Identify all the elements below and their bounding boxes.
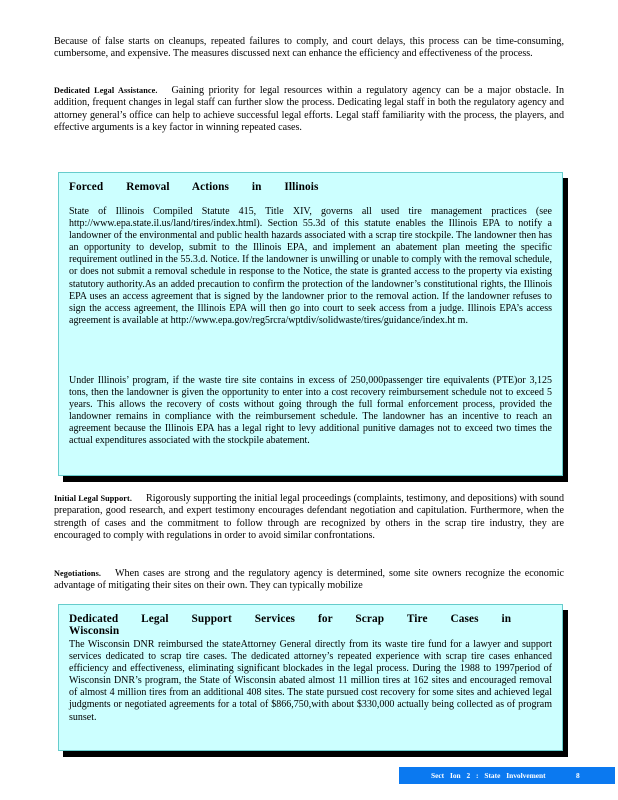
footer-section-label: Sect Ion 2 : State Involvement bbox=[431, 771, 546, 780]
wisconsin-callout-paragraph: The Wisconsin DNR reimbursed the stateAttorney General directly from its waste tire fund for a lawyer and support services dedicated to scrap tire cases. The dedicated attorney’s repeated experience with scrap tire cases enhanced efficiency and effectiveness, eliminating significant blockades in the legal process. During the 1988 to 1997period of Wisconsin DNR’s program, the State of Wisconsin abated almost 11 million tires at 162 sites and encouraged removal of almost 4 million tires from an additional 408 sites. The state pursued cost recovery for some sites and achieved legal judgments or negotiated agreements for a total of $866,750,with about $330,000 actually being collected as of program sunset. bbox=[69, 639, 552, 723]
negotiations-text: When cases are strong and the regulatory agency is determined, some site owners recognize the economic advantage of mitigating their sites on their own. They can typically mobilize bbox=[54, 568, 564, 592]
illinois-callout-paragraph-1: State of Illinois Compiled Statute 415, Title XIV, governs all used tire management practices (see http://www.epa.state.il.us/land/tires/index.html). Section 55.3d of this statute enables the Illinois EPA to notify a landowner of the environmental and public health hazards associated with a scrap tire stockpile. The landowner then has an opportunity to develop, submit to the Illinois EPA, and implement an abatement plan meeting the specific requirement outlined in the 55.3.d. Notice. If the landowner is unwilling or unable to comply with the removal schedule, or does not submit a removal schedule in response to the Notice, the state is granted access to the property via existing statutory authority.As an added precaution to confirm the protection of the landowner’s constitutional rights, the Illinois EPA uses an access agreement that is signed by the landowner prior to the removal action. If the landowner refuses to sign the access agreement, the Illinois EPA will then go into court to seek access from a judge. Illinois EPA’s access agreement is available at http://www.epa.gov/reg5rcra/wptdiv/solidwaste/tires/guidance/index.ht m. bbox=[69, 206, 552, 326]
dedicated-legal-heading: Dedicated Legal Assistance. bbox=[54, 86, 158, 95]
negotiations-heading: Negotiations. bbox=[54, 569, 102, 578]
negotiations-paragraph bbox=[54, 568, 564, 593]
footer-page-number: 8 bbox=[576, 771, 580, 780]
wisconsin-callout-box bbox=[58, 604, 563, 751]
dedicated-legal-paragraph bbox=[54, 85, 564, 134]
dedicated-legal-text: Gaining priority for legal resources within a regulatory agency can be a major obstacle. In addition, frequent changes in legal staff can further slow the process. Dedicating legal staff in both the regulatory agency and attorney general’s office can help to achieve successful legal efforts. Legal staff familiarity with the process, the players, and effective arguments is a key factor in winning repeated cases. bbox=[54, 85, 564, 133]
illinois-callout-paragraph-2: Under Illinois’ program, if the waste tire site contains in excess of 250,000passenger tire equivalents (PTE)or 3,125 tons, then the landowner is given the opportunity to enter into a cost recovery reimbursement schedule not to exceed 5 years. This allows the recovery of costs without going through the full formal enforcement process, provided the landowner remains in compliance with the reimbursement schedule. The landowner has an incentive to reach an agreement because the Illinois EPA has a legal right to levy additional punitive damages not to exceed two times the actual expenditures associated with the stockpile abatement. bbox=[69, 375, 552, 447]
initial-legal-heading: Initial Legal Support. bbox=[54, 494, 132, 503]
initial-legal-paragraph bbox=[54, 493, 564, 542]
illinois-callout-box bbox=[58, 172, 563, 476]
initial-legal-text: Rigorously supporting the initial legal proceedings (complaints, testimony, and depositions) with sound preparation, good research, and expert testimony encourages defendant negotiation and capitulation. Furthermore, when the strength of cases and the commitment to follow through are recognized by others in the scrap tire industry, they are encouraged to comply with regulations in order to avoid similar confrontations. bbox=[54, 493, 565, 541]
wisconsin-callout-title: Dedicated Legal Support Services for Scrap Tire Cases in Wisconsin bbox=[69, 613, 512, 637]
footer-bar bbox=[399, 767, 615, 784]
illinois-callout-title: Forced Removal Actions in Illinois bbox=[69, 181, 319, 193]
intro-paragraph: Because of false starts on cleanups, repeated failures to comply, and court delays, this process can be time-consuming, cumbersome, and expensive. The measures discussed next can enhance the efficiency and effectiveness of the process. bbox=[54, 36, 564, 60]
